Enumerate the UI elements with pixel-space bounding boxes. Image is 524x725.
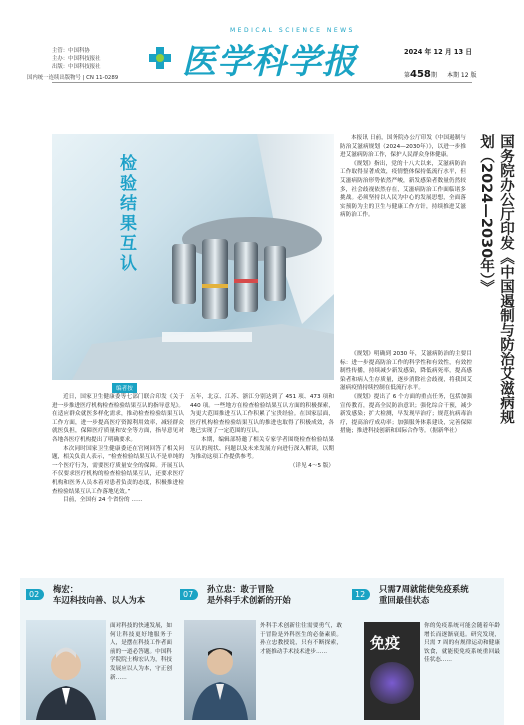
- lead-paragraph: 《规划》提出了 6 个方面的重点任务，包括加强宣传教育，提高全民防治意识；强化综合干预，减少新发感染；扩大检测，早发现早治疗；规范抗病毒治疗，提高治疗成功率；加强服务体系建设，完善保障措施；推进科技创新和国际合作等。（据新华社）: [340, 393, 472, 435]
- lead-paragraph: 本报讯 日前，国务院办公厅印发《中国遏制与防治艾滋病规划（2024—2030年）》，以进一步推进艾滋病防治工作，保护人民群众身体健康。: [340, 135, 466, 159]
- cn-number: 国内统一连续出版物号 | CN 11-0289: [27, 75, 119, 81]
- hero-vertical-title: 检验结果互认: [116, 154, 136, 274]
- teaser-page-number: 02: [26, 589, 44, 600]
- masthead-logo-icon: [147, 45, 173, 71]
- sponsor-line: 主管：中国科协: [52, 48, 90, 54]
- lead-article-bottom: [340, 350, 472, 436]
- issue-prefix: 第: [404, 72, 411, 79]
- lead-article-top: [340, 134, 466, 220]
- hero-paragraph: 目前，全国有 24 个省份的 ……: [63, 497, 143, 504]
- hero-image: [52, 134, 334, 380]
- lead-paragraph: 《规划》明确到 2030 年，艾滋病防治的主要目标：进一步提高防治工作的科学性和有效性，有效控制性传播，持续减少新发感染，降低病死率，提高感染者和病人生存质量，逐步消除社会歧视，将我国艾滋病疫情持续控制在低流行水平。: [340, 351, 472, 392]
- issue-number: 458: [410, 69, 431, 80]
- hero-paragraph: 本次同时国家卫生健康委还在官网回答了相关问题，相关负责人表示，“检查检验结果互认不是单纯的一个医疗行为，需要医疗质量安全的保障。开展互认不仅要求医疗机构的检查检验结果互认，还要求医疗机构和医务人员本着对患者负责的态度，积极推进检查检验结果互认工作落地见效。”: [52, 445, 184, 495]
- hero-text-column-1: [52, 393, 184, 505]
- teaser-photo-2: [184, 620, 256, 720]
- teaser-photo-1: [26, 620, 106, 720]
- teaser-body: 外科手术创新往往需要勇气，敢于冒险是外科医生的必备素质。孙立忠教授说，只有不断探索，才能推动手术技术进步……: [260, 623, 342, 655]
- microscope-illustration: [52, 134, 334, 380]
- masthead-title: 医学科学报: [182, 42, 357, 82]
- hero-text-column-2: [190, 393, 334, 470]
- teaser-page-number: 12: [352, 589, 370, 600]
- publisher-line: 出版：中国科技报社: [52, 64, 101, 70]
- jump-reference: （详见 4～5 版）: [289, 462, 334, 469]
- lead-paragraph: 《规划》指出，党的十八大以来，艾滋病防治工作取得显著成效，疫情整体保持低流行水平，但艾滋病防治形势依然严峻，新发感染者数量仍然较多，社会歧视依然存在，艾滋病防治工作面临诸多挑战。必须坚持以人民为中心的发展思想，全面落实预防为主的卫生与健康工作方针，持续推进艾滋病防治工作。: [340, 160, 466, 219]
- host-line: 主办：中国科技报社: [52, 56, 101, 62]
- book-title: 免疫: [370, 634, 401, 652]
- person-icon: [184, 620, 256, 720]
- person-icon: [26, 620, 106, 720]
- page-count: 本期 12 版: [447, 72, 477, 79]
- hero-paragraph: 五年，北京、江苏、浙江分别达到了 451 项、473 项和 440 项。一些地方在检查检验结果互认方面的积极探索，为更大范围推进互认工作积累了宝贵经验。在国家层面，医疗机构检查检验结果互认的推进也取得了积极成效，各地已实现了一定范围的互认。: [190, 394, 334, 435]
- book-cover-art: [370, 662, 414, 704]
- teaser-title[interactable]: 梅宏： 车辺科技向善、以人为本: [53, 584, 146, 605]
- teaser-title[interactable]: 孙立忠：敢于冒险 是外科手术创新的开始: [207, 584, 291, 605]
- hero-paragraph: 本期，编辑部特邀了相关专家学者围绕检查检验结果互认的现状、问题以及未来发展方向进行深入解读，以期为推动这项工作提供参考。: [190, 436, 334, 461]
- masthead-english-name: MEDICAL SCIENCE NEWS: [230, 27, 355, 34]
- issue-suffix: 期: [430, 72, 437, 79]
- editor-note-tag: 编者按: [112, 383, 137, 393]
- issue-info: [404, 62, 476, 81]
- teaser-body: 面对科技的快速发展，如何让科技更好地服务于人，是摆在科技工作者面前的一道必答题。中国科学院院士梅宏认为，科技发展应以人为本，守正创新……: [110, 623, 172, 681]
- lead-headline: 国务院办公厅印发《中国遏制与防治艾滋病规划（2024—2030年）》: [478, 134, 514, 424]
- teaser-book-cover: [364, 622, 420, 720]
- teaser-body: 你的免疫系统可能会随着年龄增长而逐渐衰退。研究发现，只需 7 周的有规律运动和健康饮食，就能使免疫系统重回最佳状态……: [424, 623, 500, 664]
- teaser-title[interactable]: 只需7周就能使免疫系统 重回最佳状态: [379, 584, 469, 605]
- issue-date: 2024 年 12 月 13 日: [404, 48, 472, 56]
- masthead-divider: [52, 82, 472, 83]
- teaser-page-number: 07: [180, 589, 198, 600]
- hero-paragraph: 近日，国家卫生健康委等七部门联合印发《关于进一步推进医疗机构检查检验结果互认的指导意见》。在适应群众就医多样化需求，推动检查检验结果互认工作方面，进一步提高医疗资源利用效率，减轻群众就医负担，保障医疗质量和安全等方面，指导意见对各地各医疗机构提出了明确要求。: [52, 394, 184, 443]
